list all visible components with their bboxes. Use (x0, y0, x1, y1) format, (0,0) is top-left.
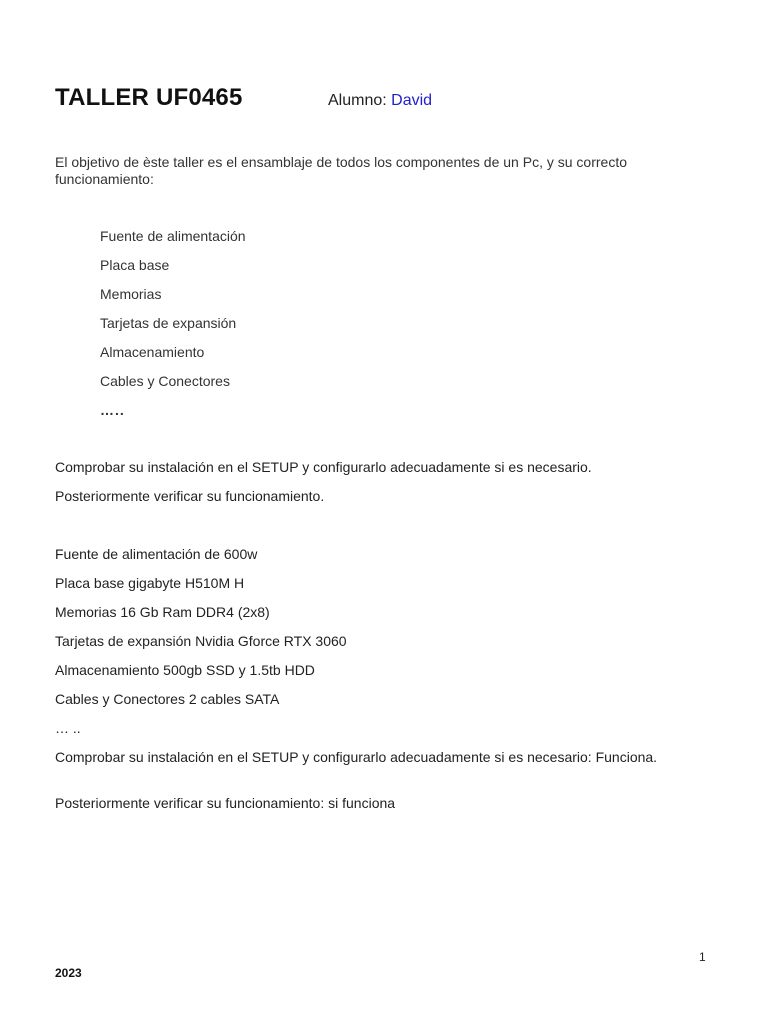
result-setup: Comprobar su instalación en el SETUP y configurarlo adecuadamente si es necesario: Funciona. (55, 749, 658, 765)
intro-paragraph: El objetivo de èste taller es el ensamblaje de todos los componentes de un Pc, y su correcto funcionamiento: (55, 154, 627, 187)
answer-line: Almacenamiento 500gb SSD y 1.5tb HDD (55, 662, 315, 678)
list-item: Fuente de alimentación (100, 228, 246, 244)
page-number: 1 (699, 950, 706, 964)
list-item: Memorias (100, 286, 162, 302)
document-title: TALLER UF0465 (55, 84, 243, 111)
instruction-verify: Posteriormente verificar su funcionamiento. (55, 488, 325, 504)
answer-line: Fuente de alimentación de 600w (55, 546, 258, 562)
student-name: David (391, 92, 433, 109)
answer-line: … .. (55, 720, 81, 736)
list-item: Cables y Conectores (100, 373, 230, 389)
answer-line: Placa base gigabyte H510M H (55, 575, 245, 591)
answer-line: Cables y Conectores 2 cables SATA (55, 691, 280, 707)
list-item: Tarjetas de expansión (100, 315, 237, 331)
student-label: Alumno: (328, 92, 387, 109)
instruction-setup: Comprobar su instalación en el SETUP y configurarlo adecuadamente si es necesario. (55, 459, 592, 475)
student-line (328, 92, 432, 110)
list-item: Placa base (100, 257, 170, 273)
answer-line: Memorias 16 Gb Ram DDR4 (2x8) (55, 604, 270, 620)
list-item: ….. (100, 402, 125, 418)
answer-line: Tarjetas de expansión Nvidia Gforce RTX 3060 (55, 633, 347, 649)
footer-year: 2023 (55, 966, 82, 980)
list-item: Almacenamiento (100, 344, 205, 360)
result-verify: Posteriormente verificar su funcionamiento: si funciona (55, 795, 396, 811)
component-list (100, 228, 246, 431)
